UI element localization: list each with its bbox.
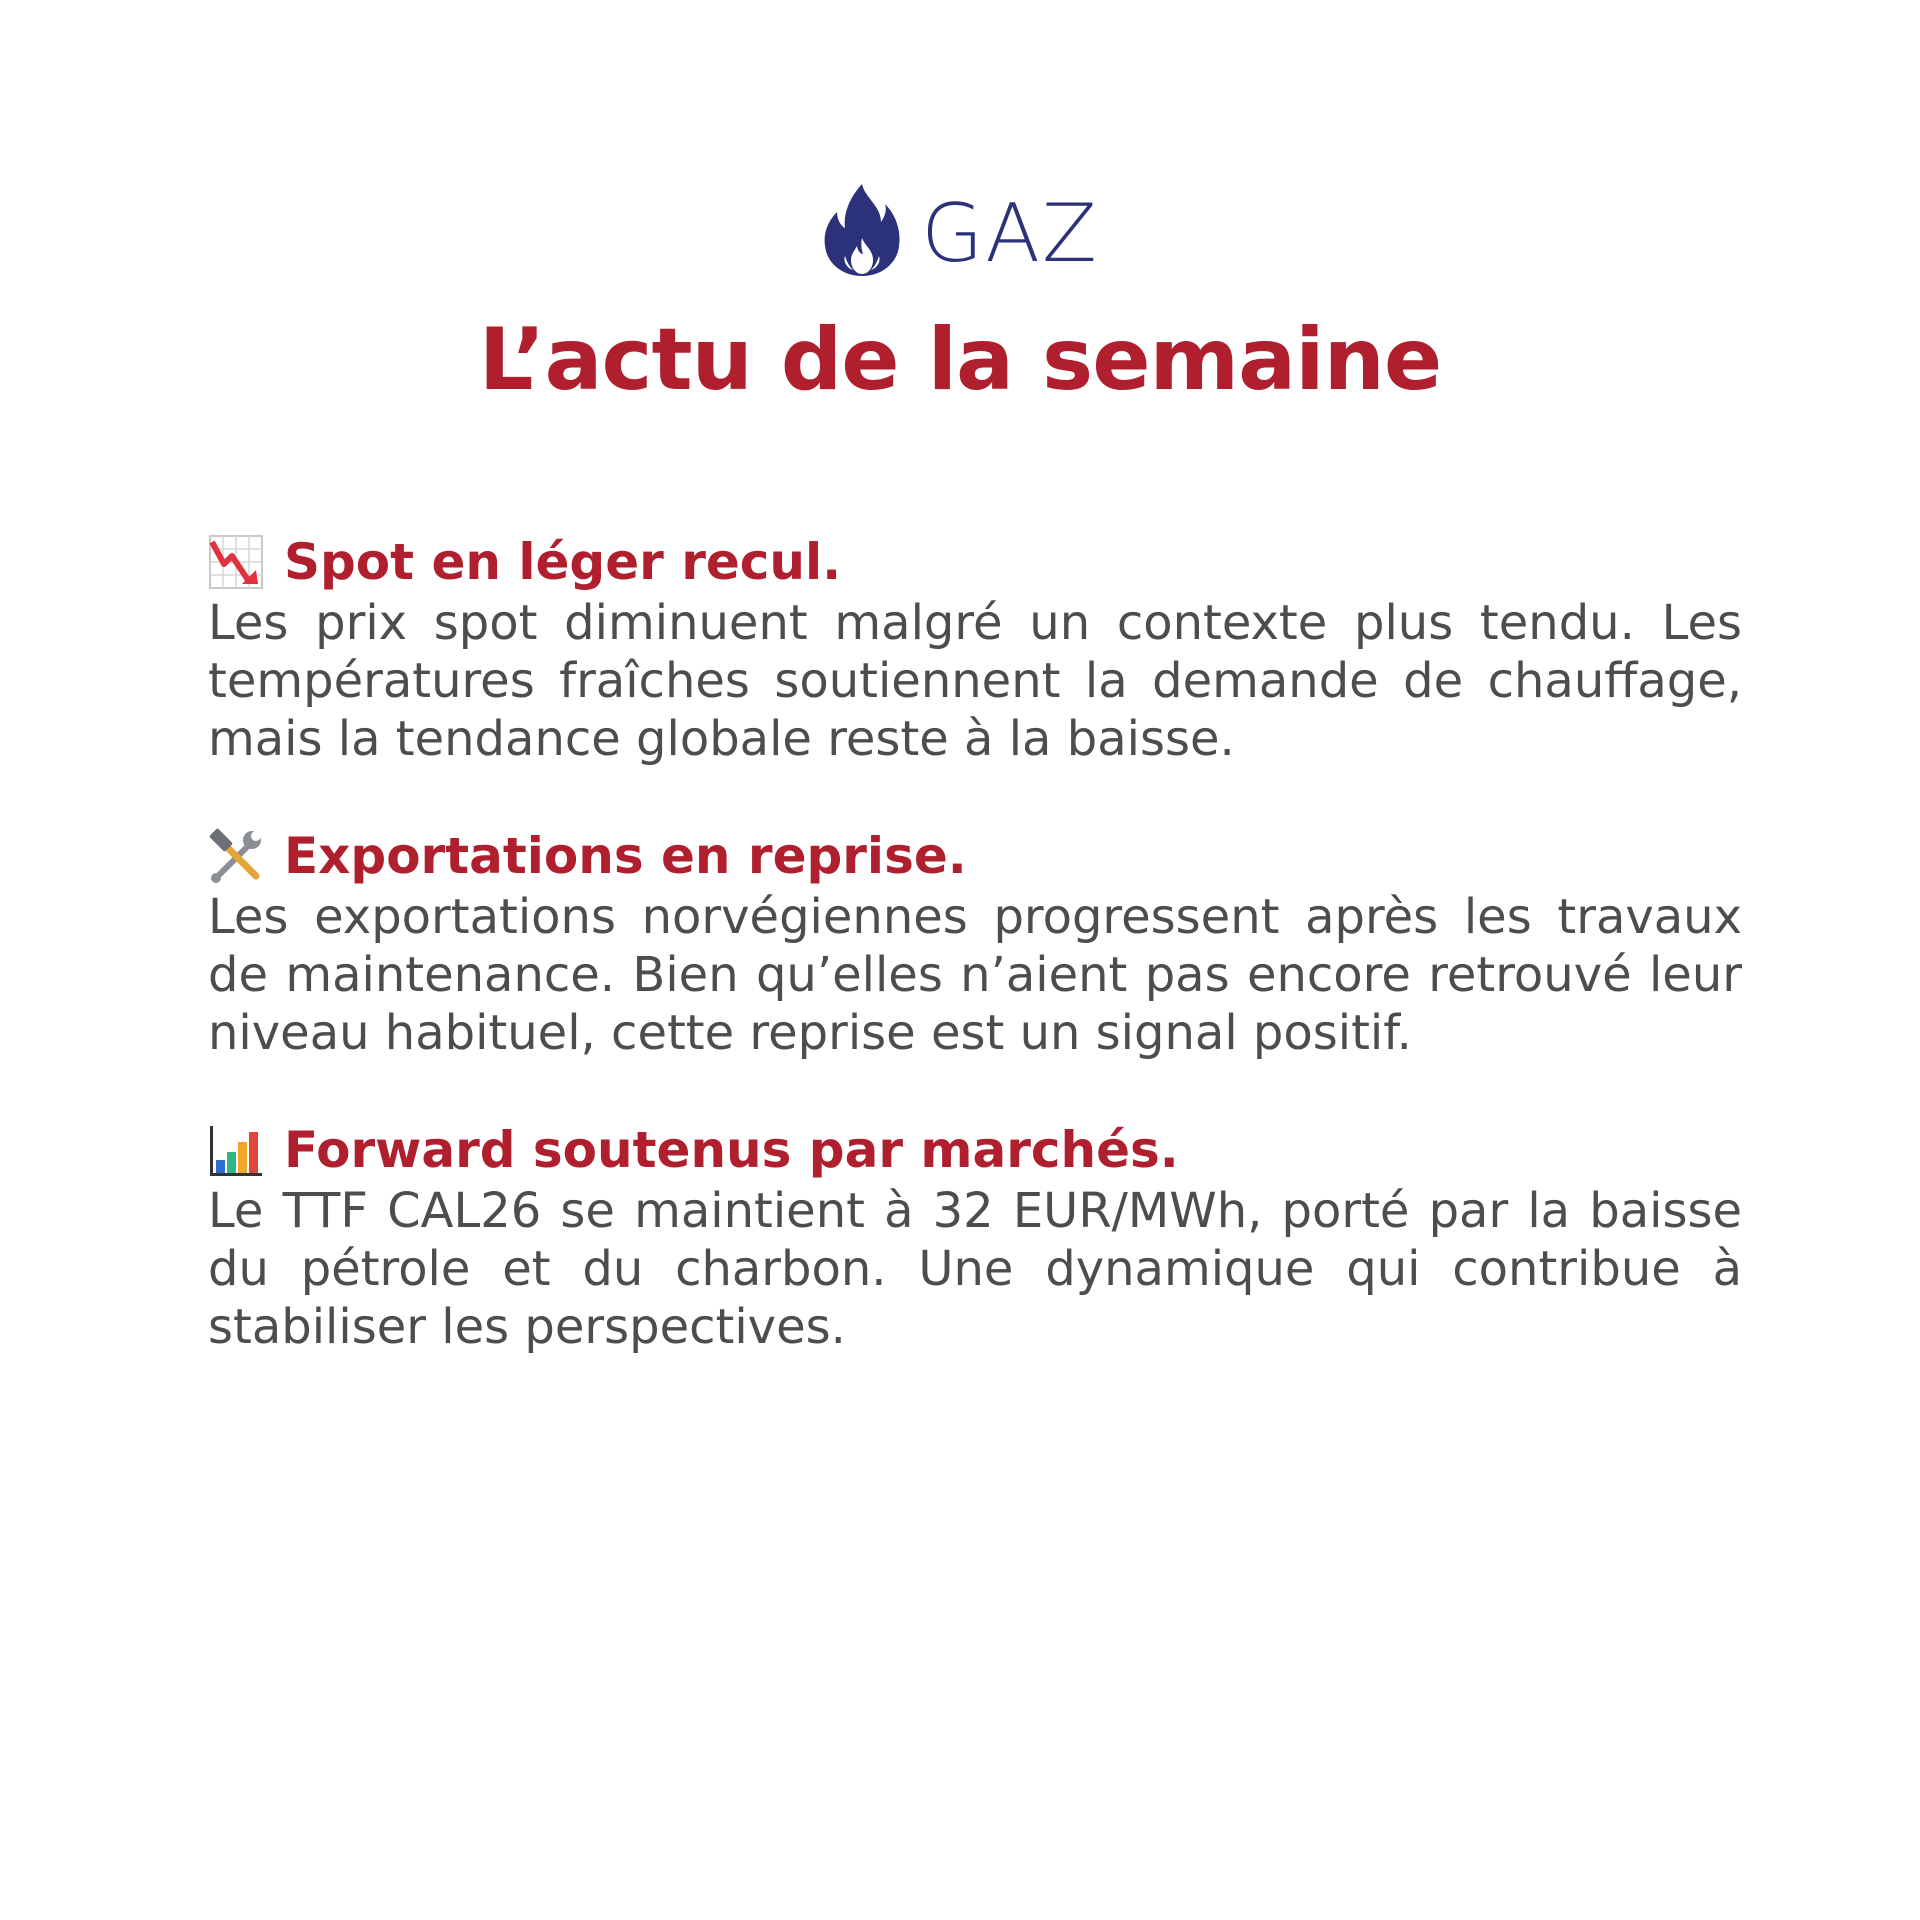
news-heading bbox=[208, 824, 1742, 888]
news-item bbox=[208, 530, 1742, 768]
hammer-and-wrench-icon bbox=[208, 828, 264, 884]
news-heading bbox=[208, 530, 1742, 594]
header bbox=[0, 178, 1920, 408]
bar-chart-icon bbox=[208, 1122, 264, 1178]
news-title: Forward soutenus par marchés. bbox=[284, 1121, 1179, 1179]
news-body: Le TTF CAL26 se maintient à 32 EUR/MWh, porté par la baisse du pétrole et du charbon. Une dynamique qui contribue à stabiliser les perspectives. bbox=[208, 1183, 1742, 1355]
news-item bbox=[208, 824, 1742, 1062]
chart-decreasing-icon bbox=[208, 534, 264, 590]
category-row bbox=[821, 178, 1099, 282]
news-list bbox=[208, 530, 1742, 1412]
news-heading bbox=[208, 1118, 1742, 1182]
news-item bbox=[208, 1118, 1742, 1356]
page-title: L’actu de la semaine bbox=[478, 310, 1442, 410]
category-label: GAZ bbox=[921, 187, 1099, 280]
news-body: Les exportations norvégiennes progressent après les travaux de maintenance. Bien qu’elles n’aient pas encore retrouvé leur niveau habituel, cette reprise est un signal positif. bbox=[208, 889, 1742, 1061]
news-title: Exportations en reprise. bbox=[284, 827, 967, 885]
news-body: Les prix spot diminuent malgré un contexte plus tendu. Les températures fraîches soutiennent la demande de chauffage, mais la tendance globale reste à la baisse. bbox=[208, 595, 1742, 767]
flame-icon bbox=[821, 182, 903, 278]
news-title: Spot en léger recul. bbox=[284, 533, 842, 591]
